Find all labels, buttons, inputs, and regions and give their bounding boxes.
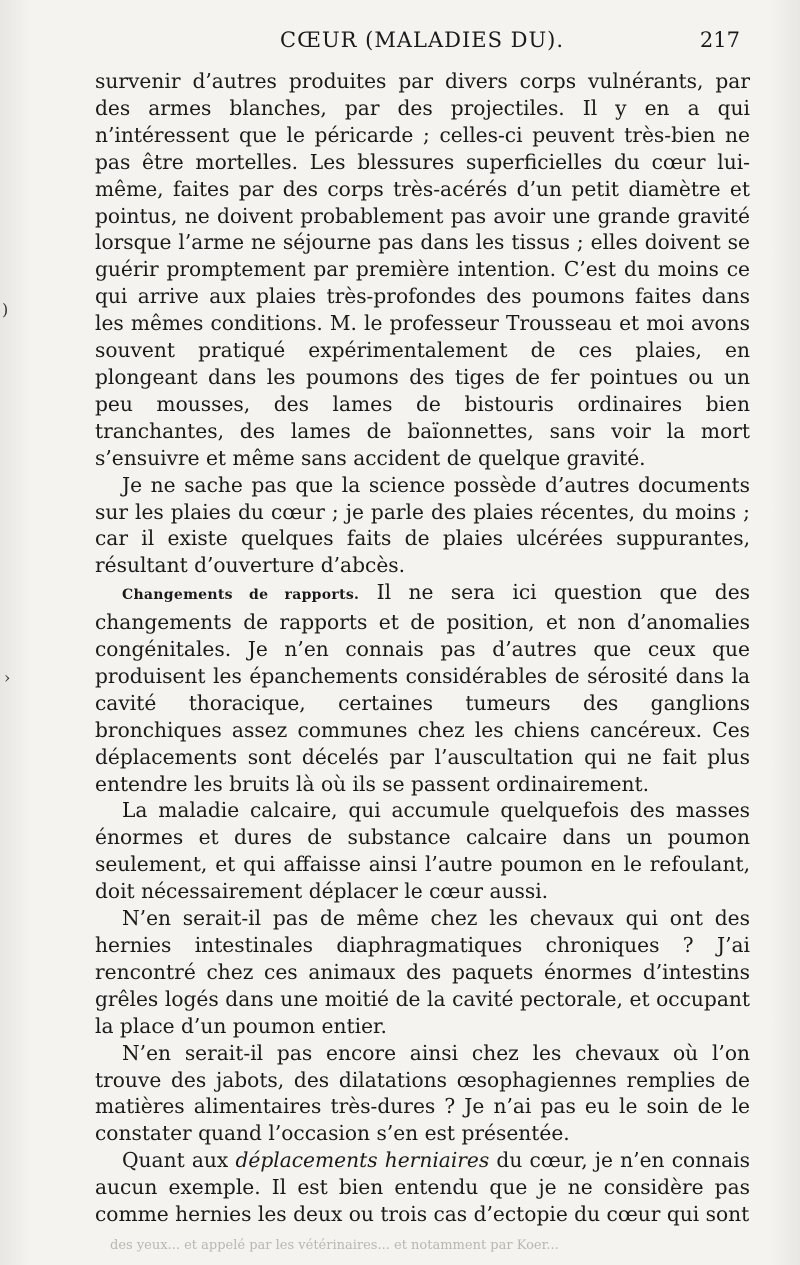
margin-mark: › [4, 668, 11, 687]
paragraph-7 [95, 1147, 750, 1228]
paragraph-3 [95, 579, 750, 797]
paragraph-6: N’en serait-il pas encore ainsi chez les chevaux où l’on trouve des jabots, des dilatations œsophagiennes remplies de matières alimentaires très-dures ? Je n’ai pas eu le soin de le constater quand l’occasion s’en est présentée. [95, 1040, 750, 1146]
bleed-through-text: des yeux... et appelé par les vétérinaires... et notamment par Koer... [110, 1238, 559, 1253]
paragraph-7-start: Quant aux [122, 1148, 229, 1173]
paragraph-4: La maladie calcaire, qui accumule quelquefois des masses énormes et dures de substance calcaire dans un poumon seulement, et qui affaisse ainsi l’autre poumon en le refoulant, doit nécessairement déplacer le cœur aussi. [95, 798, 750, 904]
paragraph-1: survenir d’autres produites par divers corps vulnérants, par des armes blanches, par des projectiles. Il y en a qui n’intéressent que le péricarde ; celles-ci peuvent très-bien ne pas être mortelles. Les blessures superficielles du cœur lui-même, faites par des corps très-acérés d’un petit diamètre et pointus, ne doivent probablement pas avoir une grande gravité lorsque l’arme ne séjourne pas dans les tissus ; elles doivent se guérir promptement par première intention. C’est du moins ce qui arrive aux plaies très-profondes des poumons faites dans les mêmes conditions. M. le professeur Trousseau et moi avons souvent pratiqué expérimentalement de ces plaies, en plongeant dans les poumons des tiges de fer pointues ou un peu mousses, des lames de bistouris ordinaires bien tranchantes, des lames de baïonnettes, sans voir la mort s’ensuivre et même sans accident de quelque gravité. [95, 69, 750, 470]
page-number: 217 [699, 28, 740, 52]
paragraph-3-text: Il ne sera ici question que des changements de rapports et de position, et non d’anomalies congénitales. Je n’en connais pas d’autres que ceux que produisent les épanchements considérables de sérosité dans la cavité thoracique, certaines tumeurs des ganglions bronchiques assez communes chez les chiens cancéreux. Ces déplacements sont décelés par l’auscultation qui ne fait plus entendre les bruits là où ils se passent ordinairement. [95, 580, 751, 796]
paragraph-5: N’en serait-il pas de même chez les chevaux qui ont des hernies intestinales diaphragmatiques chroniques ? J’ai rencontré chez ces animaux des paquets énormes d’intestins grêles logés dans une moitié de la cavité pectorale, et occupant la place d’un poumon entier. [95, 906, 750, 1038]
emphasis-text: déplacements herniaires [235, 1148, 490, 1173]
margin-mark: ) [2, 300, 9, 319]
section-heading: Changements de rapports. [122, 587, 360, 604]
paragraph-7-end: du cœur, je n’en connais aucun exemple. Il est bien entendu que je ne considère pas comme hernies les deux ou trois cas d’ectopie du cœur qui sont [95, 1148, 751, 1227]
page-header [95, 28, 740, 58]
running-head: CŒUR (MALADIES DU). [280, 28, 565, 52]
body-text [95, 68, 750, 1228]
paragraph-2: Je ne sache pas que la science possède d’autres documents sur les plaies du cœur ; je parle des plaies récentes, du moins ; car il existe quelques faits de plaies ulcérées suppurantes, résultant d’ouverture d’abcès. [95, 472, 750, 578]
